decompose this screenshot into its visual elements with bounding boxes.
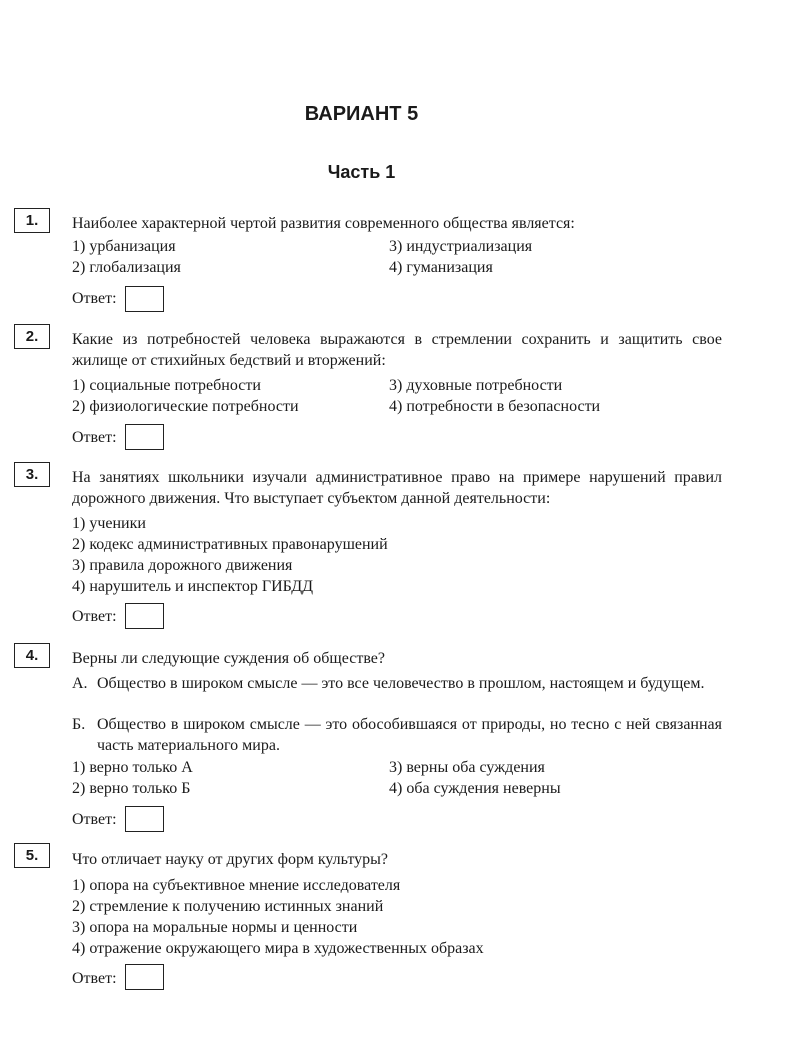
question-number-3: 3.	[14, 462, 50, 487]
question-4-option-1[interactable]: 1) верно только А	[72, 759, 193, 776]
question-1-stem: Наиболее характерной чертой развития современного общества является:	[72, 215, 575, 232]
question-2-answer-box[interactable]	[125, 424, 164, 450]
question-number-5: 5.	[14, 843, 50, 868]
question-3-option-2[interactable]: 2) кодекс административных правонарушений	[72, 536, 388, 553]
question-1-option-1[interactable]: 1) урбанизация	[72, 238, 176, 255]
question-4-answer-label: Ответ:	[72, 811, 117, 828]
question-4-answer-box[interactable]	[125, 806, 164, 832]
question-3-option-4[interactable]: 4) нарушитель и инспектор ГИБДД	[72, 578, 314, 595]
question-3-answer-label: Ответ:	[72, 608, 117, 625]
question-4-stem: Верны ли следующие суждения об обществе?	[72, 650, 386, 667]
question-2-option-3[interactable]: 3) духовные потребности	[389, 377, 563, 394]
question-2-option-4[interactable]: 4) потребности в безопасности	[389, 398, 601, 415]
statement-b-text: Общество в широком смысле — это обособившаяся от природы, но тесно с ней связанная часть материального мира.	[97, 716, 722, 754]
question-1-answer-label: Ответ:	[72, 290, 117, 307]
question-2-option-1[interactable]: 1) социальные потребности	[72, 377, 261, 394]
question-2-option-2[interactable]: 2) физиологические потребности	[72, 398, 299, 415]
variant-title: ВАРИАНТ 5	[304, 103, 419, 125]
part-title: Часть 1	[327, 162, 396, 182]
question-3-option-3[interactable]: 3) правила дорожного движения	[72, 557, 293, 574]
statement-a-text: Общество в широком смысле — это все человечество в прошлом, настоящем и будущем.	[97, 675, 705, 692]
question-number-1: 1.	[14, 208, 50, 233]
question-number-2: 2.	[14, 324, 50, 349]
statement-b-mark: Б.	[72, 716, 86, 733]
question-5-option-1[interactable]: 1) опора на субъективное мнение исследователя	[72, 877, 401, 894]
question-1-option-3[interactable]: 3) индустриализация	[389, 238, 533, 255]
question-5-option-4[interactable]: 4) отражение окружающего мира в художественных образах	[72, 940, 484, 957]
question-number-4: 4.	[14, 643, 50, 668]
question-4-statement-b	[72, 714, 722, 756]
question-1-option-2[interactable]: 2) глобализация	[72, 259, 181, 276]
question-4-option-4[interactable]: 4) оба суждения неверны	[389, 780, 561, 797]
question-4-option-3[interactable]: 3) верны оба суждения	[389, 759, 545, 776]
question-3-answer-box[interactable]	[125, 603, 164, 629]
question-4-statement-a	[72, 673, 722, 694]
question-2-stem: Какие из потребностей человека выражаются в стремлении сохранить и защитить свое жилище от стихийных бедствий и вторжений:	[72, 331, 722, 369]
question-3-stem: На занятиях школьники изучали административное право на примере нарушений правил дорожного движения. Что выступает субъектом данной деятельности:	[72, 469, 722, 507]
question-5-option-2[interactable]: 2) стремление к получению истинных знаний	[72, 898, 384, 915]
question-2-answer-label: Ответ:	[72, 429, 117, 446]
question-5-option-3[interactable]: 3) опора на моральные нормы и ценности	[72, 919, 358, 936]
question-1-answer-box[interactable]	[125, 286, 164, 312]
question-5-answer-box[interactable]	[125, 964, 164, 990]
question-4-option-2[interactable]: 2) верно только Б	[72, 780, 191, 797]
question-5-answer-label: Ответ:	[72, 970, 117, 987]
statement-a-mark: А.	[72, 675, 88, 692]
question-1-option-4[interactable]: 4) гуманизация	[389, 259, 493, 276]
question-5-stem: Что отличает науку от других форм культуры?	[72, 851, 388, 868]
question-3-option-1[interactable]: 1) ученики	[72, 515, 146, 532]
